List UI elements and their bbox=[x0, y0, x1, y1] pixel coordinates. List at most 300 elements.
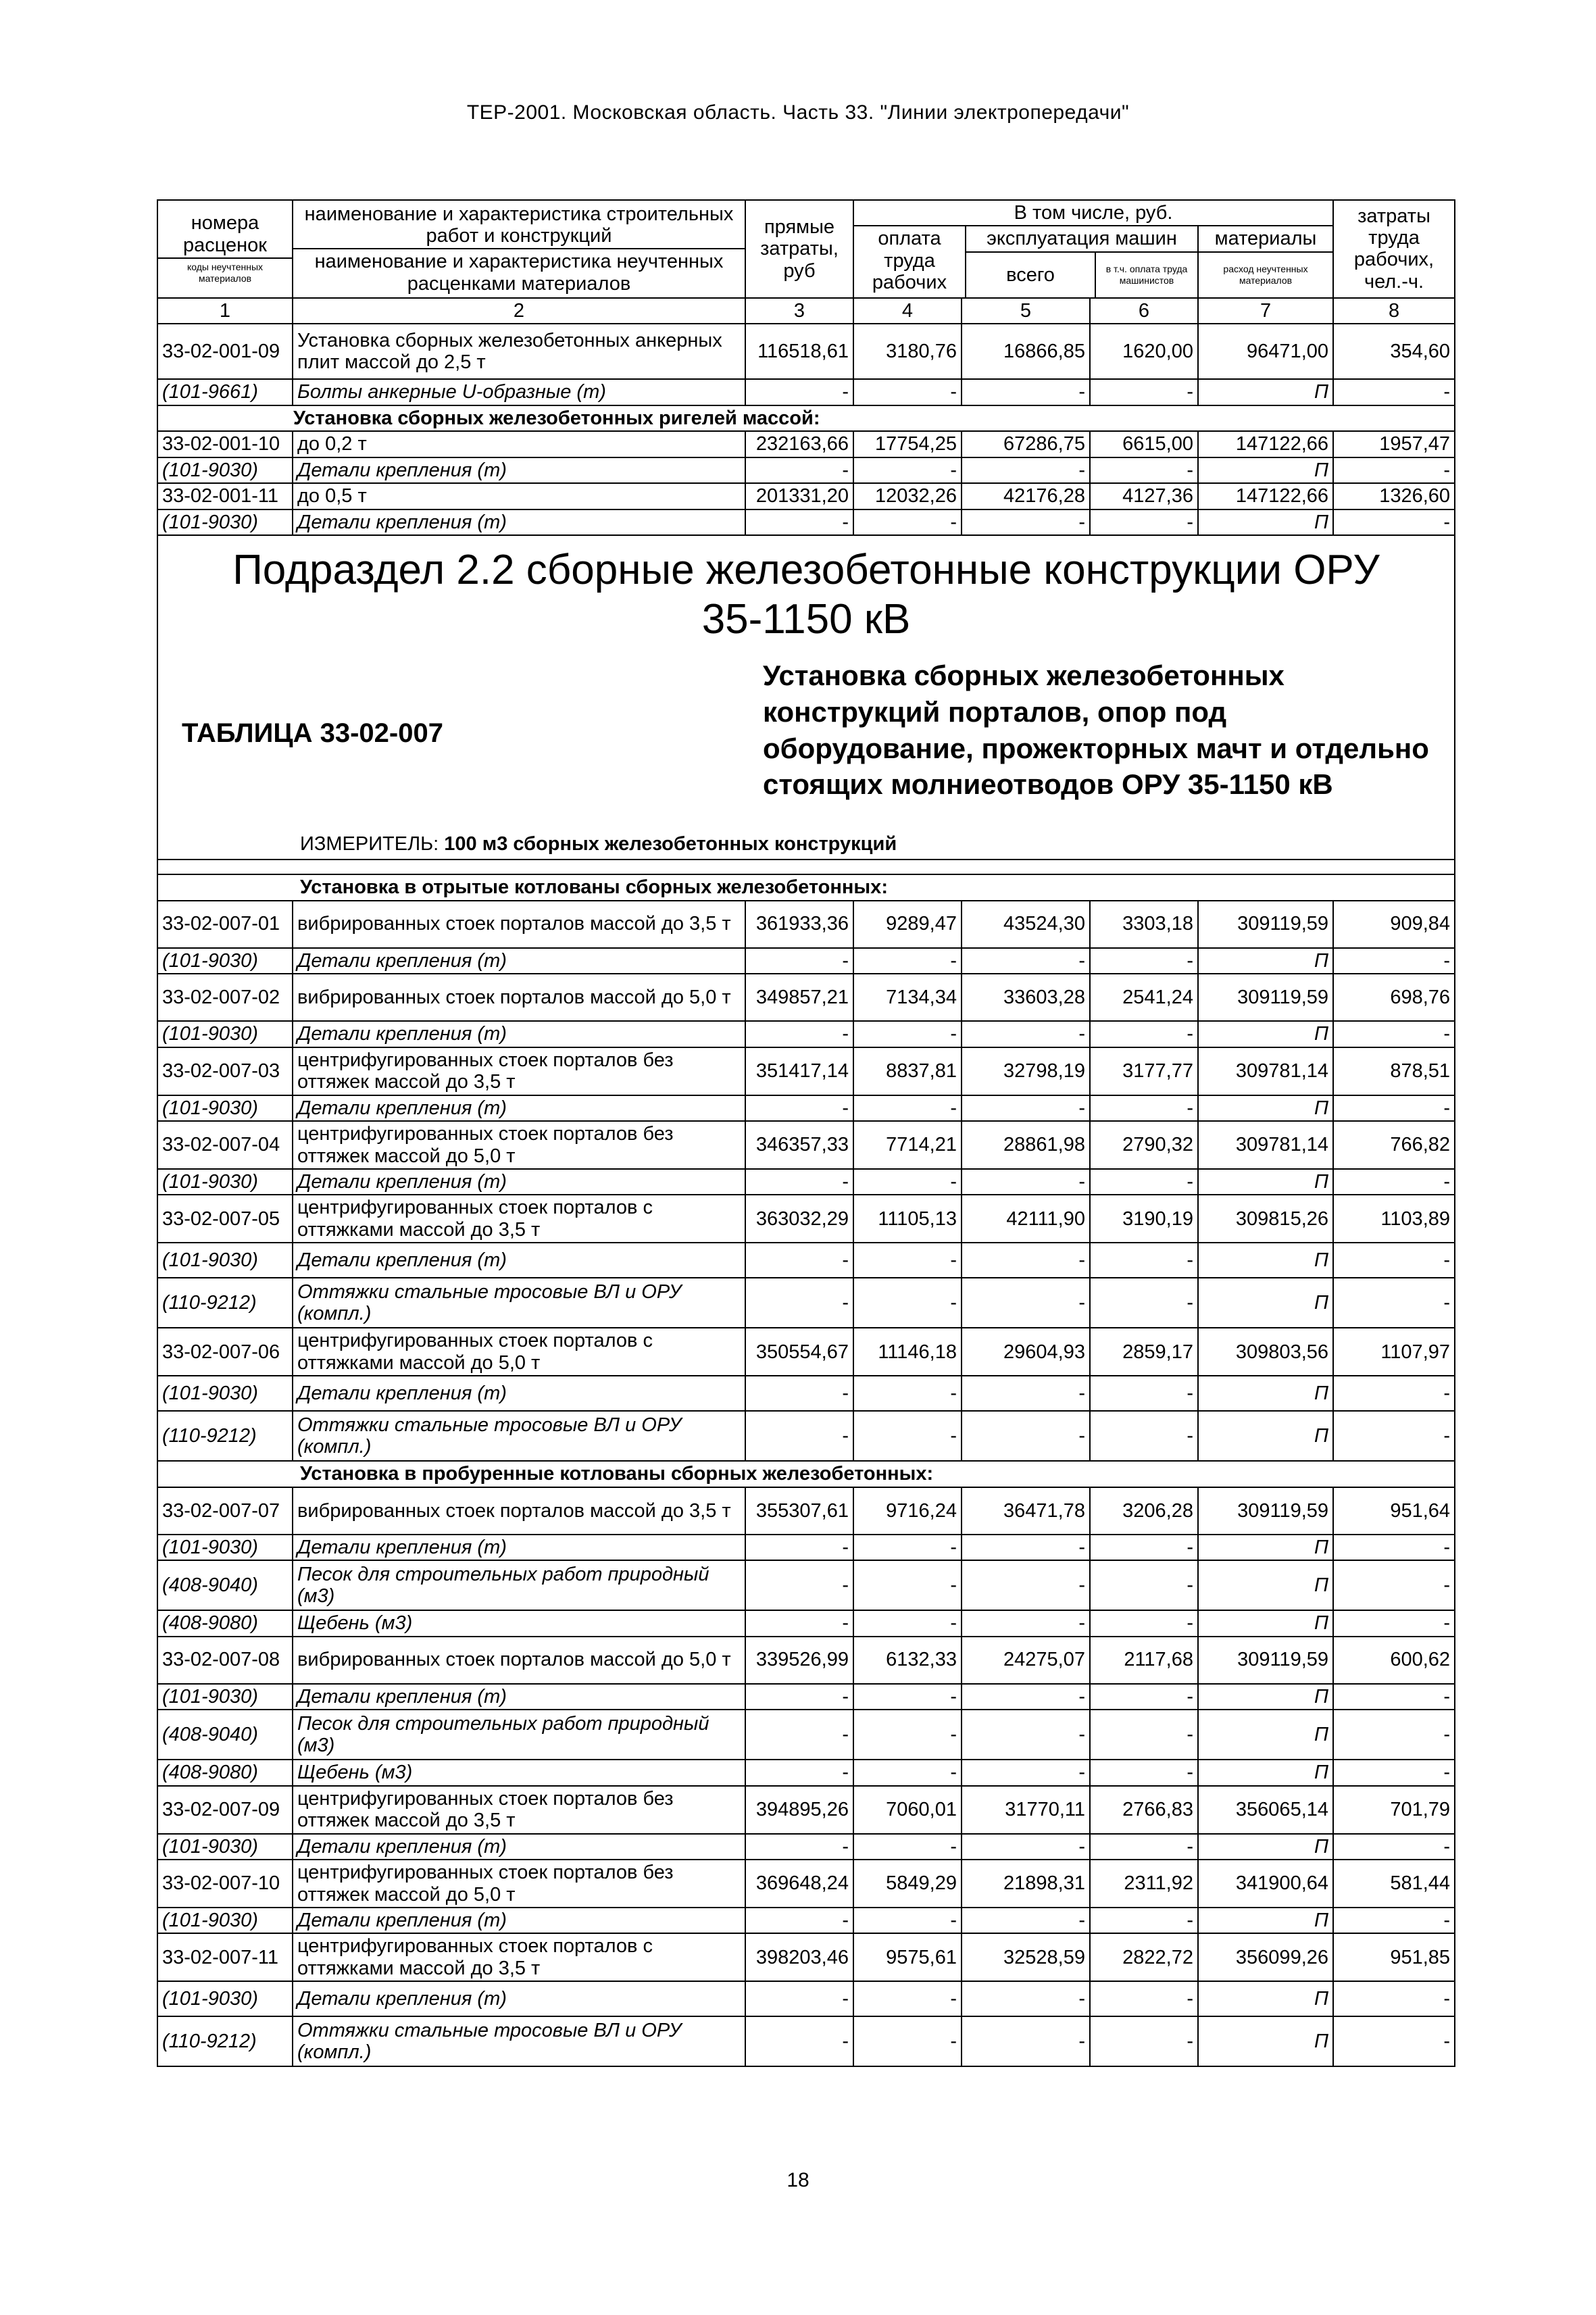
material-row bbox=[157, 1710, 1455, 1760]
rate-row bbox=[157, 431, 1455, 457]
materials-cost: 147122,66 bbox=[1198, 483, 1333, 509]
machines-total: 42111,90 bbox=[962, 1195, 1090, 1243]
col-num: 4 bbox=[853, 298, 962, 324]
material-row bbox=[157, 1278, 1455, 1328]
rates-table bbox=[157, 199, 1455, 2067]
rate-name: до 0,5 т bbox=[293, 483, 745, 509]
col-num: 7 bbox=[1198, 298, 1333, 324]
material-row bbox=[157, 1376, 1455, 1411]
unaccounted-flag: П bbox=[1198, 1169, 1333, 1195]
material-name: Детали крепления (т) bbox=[293, 1535, 745, 1560]
rate-name: центрифугированных стоек порталов с оттяжками массой до 5,0 т bbox=[293, 1328, 745, 1376]
material-code: (101-9030) bbox=[157, 1095, 293, 1121]
dash: - bbox=[745, 948, 853, 974]
dash: - bbox=[745, 1278, 853, 1328]
col-including-group: В том числе, руб. оплата труда рабочих эксплуатация машин всего в т.ч. оплата труда машинистов материалы расход неучтенных материалов bbox=[853, 200, 1333, 298]
unaccounted-flag: П bbox=[1198, 1411, 1333, 1461]
direct-costs: 369648,24 bbox=[745, 1860, 853, 1908]
material-row bbox=[157, 1169, 1455, 1195]
material-name: Оттяжки стальные тросовые ВЛ и ОРУ (компл.) bbox=[293, 1411, 745, 1461]
labor-hours: 1103,89 bbox=[1333, 1195, 1455, 1243]
rate-code: 33-02-001-10 bbox=[157, 431, 293, 457]
unaccounted-flag: П bbox=[1198, 948, 1333, 974]
col-machines-total-header: всего bbox=[966, 253, 1096, 297]
dash: - bbox=[1090, 1243, 1198, 1278]
col-direct-costs-header: прямые затраты, руб bbox=[745, 200, 853, 298]
dash: - bbox=[1333, 1376, 1455, 1411]
materials-cost: 147122,66 bbox=[1198, 431, 1333, 457]
dash: - bbox=[1333, 457, 1455, 483]
unaccounted-flag: П bbox=[1198, 2016, 1333, 2066]
labor-hours: 600,62 bbox=[1333, 1637, 1455, 1684]
wages: 17754,25 bbox=[853, 431, 962, 457]
machinist-wages: 2822,72 bbox=[1090, 1933, 1198, 1981]
meter bbox=[300, 833, 897, 855]
labor-hours: 1326,60 bbox=[1333, 483, 1455, 509]
labor-hours: 766,82 bbox=[1333, 1121, 1455, 1169]
material-row bbox=[157, 1535, 1455, 1560]
unaccounted-flag: П bbox=[1198, 1710, 1333, 1760]
col-machines-header: эксплуатация машин bbox=[966, 226, 1197, 252]
machines-total: 43524,30 bbox=[962, 901, 1090, 948]
machines-total: 21898,31 bbox=[962, 1860, 1090, 1908]
dash: - bbox=[1333, 1610, 1455, 1636]
rate-code: 33-02-007-05 bbox=[157, 1195, 293, 1243]
dash: - bbox=[745, 1411, 853, 1461]
rate-name: центрифугированных стоек порталов без оттяжек массой до 5,0 т bbox=[293, 1121, 745, 1169]
col-num: 3 bbox=[745, 298, 853, 324]
machines-total: 33603,28 bbox=[962, 974, 1090, 1021]
material-code: (101-9030) bbox=[157, 457, 293, 483]
dash: - bbox=[853, 948, 962, 974]
rate-code: 33-02-007-09 bbox=[157, 1786, 293, 1834]
rate-name: центрифугированных стоек порталов с оттяжками массой до 3,5 т bbox=[293, 1933, 745, 1981]
materials-cost: 309781,14 bbox=[1198, 1047, 1333, 1095]
dash: - bbox=[853, 1169, 962, 1195]
dash: - bbox=[745, 379, 853, 405]
dash: - bbox=[853, 509, 962, 535]
machinist-wages: 4127,36 bbox=[1090, 483, 1198, 509]
dash: - bbox=[853, 1760, 962, 1785]
dash: - bbox=[1333, 379, 1455, 405]
dash: - bbox=[745, 1376, 853, 1411]
dash: - bbox=[1090, 457, 1198, 483]
dash: - bbox=[1333, 2016, 1455, 2066]
material-name: Щебень (м3) bbox=[293, 1760, 745, 1785]
dash: - bbox=[1333, 1710, 1455, 1760]
material-code: (408-9080) bbox=[157, 1610, 293, 1636]
rate-row bbox=[157, 1487, 1455, 1535]
rate-name: Установка сборных железобетонных анкерных плит массой до 2,5 т bbox=[293, 324, 745, 379]
material-code: (101-9030) bbox=[157, 509, 293, 535]
machinist-wages: 6615,00 bbox=[1090, 431, 1198, 457]
direct-costs: 350554,67 bbox=[745, 1328, 853, 1376]
direct-costs: 339526,99 bbox=[745, 1637, 853, 1684]
rate-row bbox=[157, 1860, 1455, 1908]
machines-total: 31770,11 bbox=[962, 1786, 1090, 1834]
dash: - bbox=[745, 457, 853, 483]
materials-cost: 309781,14 bbox=[1198, 1121, 1333, 1169]
direct-costs: 351417,14 bbox=[745, 1047, 853, 1095]
section-title: Установка сборных железобетонных ригелей массой: bbox=[157, 405, 1455, 431]
material-row bbox=[157, 457, 1455, 483]
machines-total: 32528,59 bbox=[962, 1933, 1090, 1981]
wages: 9716,24 bbox=[853, 1487, 962, 1535]
dash: - bbox=[745, 1610, 853, 1636]
rate-code: 33-02-007-07 bbox=[157, 1487, 293, 1535]
direct-costs: 349857,21 bbox=[745, 974, 853, 1021]
dash: - bbox=[962, 1411, 1090, 1461]
dash: - bbox=[1333, 1981, 1455, 2016]
dash: - bbox=[962, 1981, 1090, 2016]
rate-name: центрифугированных стоек порталов с оттяжками массой до 3,5 т bbox=[293, 1195, 745, 1243]
rate-code: 33-02-001-11 bbox=[157, 483, 293, 509]
wages: 7134,34 bbox=[853, 974, 962, 1021]
rate-code: 33-02-007-03 bbox=[157, 1047, 293, 1095]
labor-hours: 701,79 bbox=[1333, 1786, 1455, 1834]
dash: - bbox=[745, 509, 853, 535]
col-num: 5 bbox=[962, 298, 1090, 324]
section-row bbox=[157, 1461, 1455, 1487]
wages: 6132,33 bbox=[853, 1637, 962, 1684]
material-name: Детали крепления (т) bbox=[293, 1095, 745, 1121]
col-num: 6 bbox=[1090, 298, 1198, 324]
subsection-title: Подраздел 2.2 сборные железобетонные конструкции ОРУ 35-1150 кВ bbox=[232, 547, 1380, 643]
dash: - bbox=[962, 2016, 1090, 2066]
labor-hours: 581,44 bbox=[1333, 1860, 1455, 1908]
unaccounted-flag: П bbox=[1198, 1981, 1333, 2016]
dash: - bbox=[962, 1560, 1090, 1610]
col-codes-header: номера расценок коды неучтенных материалов bbox=[157, 200, 293, 298]
unaccounted-flag: П bbox=[1198, 1095, 1333, 1121]
material-name: Детали крепления (т) bbox=[293, 1908, 745, 1933]
direct-costs: 116518,61 bbox=[745, 324, 853, 379]
material-name: Оттяжки стальные тросовые ВЛ и ОРУ (компл.) bbox=[293, 1278, 745, 1328]
material-name: Детали крепления (т) bbox=[293, 1169, 745, 1195]
material-code: (408-9080) bbox=[157, 1760, 293, 1785]
rate-row bbox=[157, 901, 1455, 948]
material-name: Оттяжки стальные тросовые ВЛ и ОРУ (компл.) bbox=[293, 2016, 745, 2066]
dash: - bbox=[962, 1376, 1090, 1411]
dash: - bbox=[1090, 1908, 1198, 1933]
col-num: 8 bbox=[1333, 298, 1455, 324]
meter-label: ИЗМЕРИТЕЛЬ: bbox=[300, 833, 439, 855]
materials-cost: 356065,14 bbox=[1198, 1786, 1333, 1834]
dash: - bbox=[962, 1710, 1090, 1760]
unaccounted-flag: П bbox=[1198, 509, 1333, 535]
material-row bbox=[157, 1243, 1455, 1278]
dash: - bbox=[962, 1169, 1090, 1195]
dash: - bbox=[1090, 1411, 1198, 1461]
dash: - bbox=[1333, 1411, 1455, 1461]
materials-cost: 356099,26 bbox=[1198, 1933, 1333, 1981]
material-code: (101-9661) bbox=[157, 379, 293, 405]
dash: - bbox=[745, 1908, 853, 1933]
direct-costs: 394895,26 bbox=[745, 1786, 853, 1834]
dash: - bbox=[962, 1684, 1090, 1710]
dash: - bbox=[745, 1535, 853, 1560]
material-code: (101-9030) bbox=[157, 1376, 293, 1411]
dash: - bbox=[962, 1535, 1090, 1560]
dash: - bbox=[1333, 1908, 1455, 1933]
col-name-header: наименование и характеристика строительных работ и конструкций наименование и характеристика неучтенных расценками материалов bbox=[293, 200, 745, 298]
dash: - bbox=[1333, 1021, 1455, 1047]
dash: - bbox=[853, 1021, 962, 1047]
dash: - bbox=[1090, 948, 1198, 974]
dash: - bbox=[1090, 1610, 1198, 1636]
rate-code: 33-02-007-02 bbox=[157, 974, 293, 1021]
materials-cost: 96471,00 bbox=[1198, 324, 1333, 379]
machines-total: 16866,85 bbox=[962, 324, 1090, 379]
materials-cost: 309119,59 bbox=[1198, 974, 1333, 1021]
wages: 9289,47 bbox=[853, 901, 962, 948]
dash: - bbox=[1090, 2016, 1198, 2066]
wages: 7714,21 bbox=[853, 1121, 962, 1169]
rate-code: 33-02-007-06 bbox=[157, 1328, 293, 1376]
rate-name: до 0,2 т bbox=[293, 431, 745, 457]
dash: - bbox=[853, 1834, 962, 1860]
dash: - bbox=[962, 1095, 1090, 1121]
material-code: (101-9030) bbox=[157, 1535, 293, 1560]
material-code: (101-9030) bbox=[157, 1243, 293, 1278]
dash: - bbox=[1090, 1376, 1198, 1411]
rate-row bbox=[157, 483, 1455, 509]
unaccounted-flag: П bbox=[1198, 1760, 1333, 1785]
material-code: (101-9030) bbox=[157, 1169, 293, 1195]
machines-total: 67286,75 bbox=[962, 431, 1090, 457]
machines-total: 36471,78 bbox=[962, 1487, 1090, 1535]
dash: - bbox=[1333, 1535, 1455, 1560]
labor-hours: 354,60 bbox=[1333, 324, 1455, 379]
wages: 7060,01 bbox=[853, 1786, 962, 1834]
machinist-wages: 3206,28 bbox=[1090, 1487, 1198, 1535]
dash: - bbox=[853, 1908, 962, 1933]
dash: - bbox=[853, 1411, 962, 1461]
wages: 8837,81 bbox=[853, 1047, 962, 1095]
machines-total: 29604,93 bbox=[962, 1328, 1090, 1376]
unaccounted-flag: П bbox=[1198, 1021, 1333, 1047]
dash: - bbox=[745, 1243, 853, 1278]
dash: - bbox=[1090, 1981, 1198, 2016]
dash: - bbox=[745, 1760, 853, 1785]
unaccounted-flag: П bbox=[1198, 1684, 1333, 1710]
direct-costs: 398203,46 bbox=[745, 1933, 853, 1981]
table-header-row bbox=[157, 200, 1455, 298]
dash: - bbox=[1090, 1278, 1198, 1328]
dash: - bbox=[853, 1710, 962, 1760]
table-title: Установка сборных железобетонных конструкций порталов, опор под оборудование, прожекторных мачт и отдельно стоящих молниеотводов ОРУ 35-1150 кВ bbox=[763, 659, 1429, 801]
material-code: (101-9030) bbox=[157, 1834, 293, 1860]
unaccounted-flag: П bbox=[1198, 1560, 1333, 1610]
section-row bbox=[157, 405, 1455, 431]
material-code: (408-9040) bbox=[157, 1560, 293, 1610]
dash: - bbox=[962, 1278, 1090, 1328]
unaccounted-flag: П bbox=[1198, 1834, 1333, 1860]
dash: - bbox=[962, 1834, 1090, 1860]
material-name: Детали крепления (т) bbox=[293, 1834, 745, 1860]
material-row bbox=[157, 379, 1455, 405]
material-row bbox=[157, 1095, 1455, 1121]
rate-code: 33-02-007-11 bbox=[157, 1933, 293, 1981]
material-row bbox=[157, 1021, 1455, 1047]
machinist-wages: 2790,32 bbox=[1090, 1121, 1198, 1169]
material-row bbox=[157, 1760, 1455, 1785]
dash: - bbox=[1090, 1710, 1198, 1760]
material-name: Детали крепления (т) bbox=[293, 1684, 745, 1710]
machinist-wages: 3177,77 bbox=[1090, 1047, 1198, 1095]
meter-value: 100 м3 сборных железобетонных конструкций bbox=[444, 833, 897, 855]
col-labor-header: затраты труда рабочих, чел.-ч. bbox=[1333, 200, 1455, 298]
rate-row bbox=[157, 324, 1455, 379]
wages: 12032,26 bbox=[853, 483, 962, 509]
dash: - bbox=[1090, 1095, 1198, 1121]
dash: - bbox=[853, 1535, 962, 1560]
dash: - bbox=[962, 1021, 1090, 1047]
wages: 9575,61 bbox=[853, 1933, 962, 1981]
rate-name: центрифугированных стоек порталов без оттяжек массой до 3,5 т bbox=[293, 1047, 745, 1095]
rate-name: центрифугированных стоек порталов без оттяжек массой до 5,0 т bbox=[293, 1860, 745, 1908]
dash: - bbox=[1333, 1095, 1455, 1121]
material-name: Детали крепления (т) bbox=[293, 1021, 745, 1047]
material-code: (101-9030) bbox=[157, 1021, 293, 1047]
materials-cost: 309119,59 bbox=[1198, 901, 1333, 948]
dash: - bbox=[1333, 1243, 1455, 1278]
machinist-wages: 2541,24 bbox=[1090, 974, 1198, 1021]
divider bbox=[158, 859, 1454, 860]
col-unaccounted-materials-header: расход неучтенных материалов bbox=[1223, 264, 1308, 286]
direct-costs: 232163,66 bbox=[745, 431, 853, 457]
unaccounted-flag: П bbox=[1198, 1610, 1333, 1636]
unaccounted-flag: П bbox=[1198, 1243, 1333, 1278]
rate-row bbox=[157, 1637, 1455, 1684]
dash: - bbox=[1333, 509, 1455, 535]
dash: - bbox=[1090, 1535, 1198, 1560]
section-title: Установка в отрытые котлованы сборных железобетонных: bbox=[157, 874, 1455, 900]
material-name: Детали крепления (т) bbox=[293, 1981, 745, 2016]
materials-cost: 309119,59 bbox=[1198, 1487, 1333, 1535]
material-name: Детали крепления (т) bbox=[293, 1243, 745, 1278]
material-name: Детали крепления (т) bbox=[293, 948, 745, 974]
section-title: Установка в пробуренные котлованы сборных железобетонных: bbox=[157, 1461, 1455, 1487]
machinist-wages: 3303,18 bbox=[1090, 901, 1198, 948]
rate-code: 33-02-007-01 bbox=[157, 901, 293, 948]
rate-row bbox=[157, 1047, 1455, 1095]
rate-name: вибрированных стоек порталов массой до 3,5 т bbox=[293, 1487, 745, 1535]
rate-row bbox=[157, 1195, 1455, 1243]
page-number: 18 bbox=[787, 2169, 809, 2191]
material-row bbox=[157, 1981, 1455, 2016]
dash: - bbox=[853, 1095, 962, 1121]
machinist-wages: 2859,17 bbox=[1090, 1328, 1198, 1376]
machines-total: 42176,28 bbox=[962, 483, 1090, 509]
material-code: (101-9030) bbox=[157, 1684, 293, 1710]
col-wages-header: оплата труда рабочих bbox=[854, 226, 966, 297]
unaccounted-flag: П bbox=[1198, 457, 1333, 483]
machinist-wages: 2311,92 bbox=[1090, 1860, 1198, 1908]
materials-cost: 309803,56 bbox=[1198, 1328, 1333, 1376]
dash: - bbox=[1090, 1169, 1198, 1195]
dash: - bbox=[962, 1243, 1090, 1278]
col-num: 1 bbox=[157, 298, 293, 324]
dash: - bbox=[745, 1169, 853, 1195]
material-name: Детали крепления (т) bbox=[293, 1376, 745, 1411]
dash: - bbox=[853, 1376, 962, 1411]
rate-row bbox=[157, 1786, 1455, 1834]
dash: - bbox=[853, 457, 962, 483]
machines-total: 28861,98 bbox=[962, 1121, 1090, 1169]
machines-total: 24275,07 bbox=[962, 1637, 1090, 1684]
rate-row bbox=[157, 1328, 1455, 1376]
rate-code: 33-02-007-10 bbox=[157, 1860, 293, 1908]
materials-cost: 309815,26 bbox=[1198, 1195, 1333, 1243]
dash: - bbox=[1333, 1834, 1455, 1860]
direct-costs: 363032,29 bbox=[745, 1195, 853, 1243]
dash: - bbox=[745, 1560, 853, 1610]
rate-name: вибрированных стоек порталов массой до 5,0 т bbox=[293, 1637, 745, 1684]
material-code: (101-9030) bbox=[157, 1981, 293, 2016]
direct-costs: 201331,20 bbox=[745, 483, 853, 509]
rate-name: центрифугированных стоек порталов без оттяжек массой до 3,5 т bbox=[293, 1786, 745, 1834]
material-code: (101-9030) bbox=[157, 948, 293, 974]
dash: - bbox=[853, 1243, 962, 1278]
material-row bbox=[157, 1560, 1455, 1610]
material-code: (408-9040) bbox=[157, 1710, 293, 1760]
machinist-wages: 2117,68 bbox=[1090, 1637, 1198, 1684]
direct-costs: 361933,36 bbox=[745, 901, 853, 948]
machinist-wages: 1620,00 bbox=[1090, 324, 1198, 379]
labor-hours: 951,85 bbox=[1333, 1933, 1455, 1981]
material-name: Болты анкерные U-образные (т) bbox=[293, 379, 745, 405]
unaccounted-flag: П bbox=[1198, 1278, 1333, 1328]
rate-row bbox=[157, 1933, 1455, 1981]
material-row bbox=[157, 1834, 1455, 1860]
dash: - bbox=[962, 1610, 1090, 1636]
rate-row bbox=[157, 974, 1455, 1021]
machines-total: 32798,19 bbox=[962, 1047, 1090, 1095]
labor-hours: 878,51 bbox=[1333, 1047, 1455, 1095]
dash: - bbox=[853, 1560, 962, 1610]
direct-costs: 346357,33 bbox=[745, 1121, 853, 1169]
col-machinist-wages-header: в т.ч. оплата труда машинистов bbox=[1105, 264, 1188, 286]
dash: - bbox=[1090, 1684, 1198, 1710]
dash: - bbox=[1090, 1021, 1198, 1047]
dash: - bbox=[853, 1278, 962, 1328]
dash: - bbox=[745, 1834, 853, 1860]
table-label: ТАБЛИЦА 33-02-007 bbox=[182, 718, 443, 749]
wages: 3180,76 bbox=[853, 324, 962, 379]
dash: - bbox=[1090, 1834, 1198, 1860]
material-row bbox=[157, 1684, 1455, 1710]
rate-name: вибрированных стоек порталов массой до 5,0 т bbox=[293, 974, 745, 1021]
col-materials-header: материалы bbox=[1199, 226, 1332, 252]
unaccounted-flag: П bbox=[1198, 1535, 1333, 1560]
dash: - bbox=[745, 1095, 853, 1121]
dash: - bbox=[1090, 1560, 1198, 1610]
labor-hours: 698,76 bbox=[1333, 974, 1455, 1021]
wages: 11146,18 bbox=[853, 1328, 962, 1376]
page-header: ТЕР-2001. Московская область. Часть 33. "Линии электропередачи" bbox=[466, 101, 1130, 124]
material-row bbox=[157, 1411, 1455, 1461]
material-code: (101-9030) bbox=[157, 1908, 293, 1933]
material-row bbox=[157, 1610, 1455, 1636]
dash: - bbox=[853, 379, 962, 405]
labor-hours: 1107,97 bbox=[1333, 1328, 1455, 1376]
dash: - bbox=[745, 1684, 853, 1710]
material-name: Щебень (м3) bbox=[293, 1610, 745, 1636]
dash: - bbox=[1090, 1760, 1198, 1785]
dash: - bbox=[1333, 1760, 1455, 1785]
rate-code: 33-02-007-04 bbox=[157, 1121, 293, 1169]
